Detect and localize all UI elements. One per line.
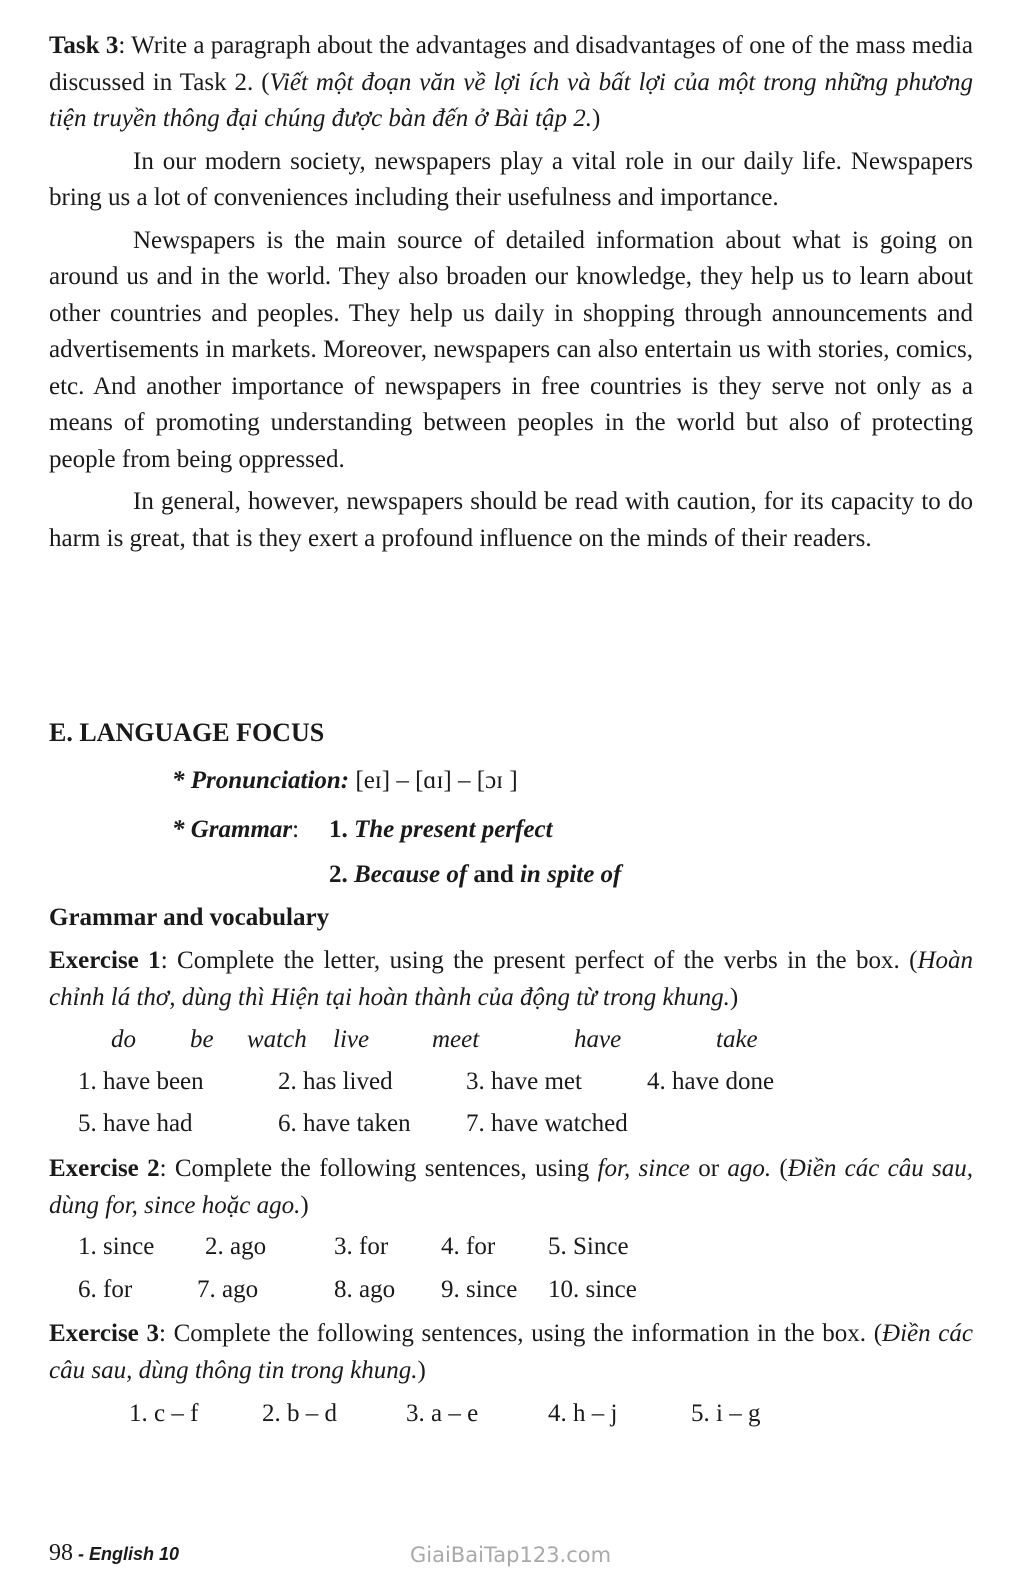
answer: 2. ago: [205, 1233, 267, 1260]
answer: 3. a – e: [406, 1400, 479, 1427]
answer: 6. for: [78, 1276, 133, 1303]
box-word: do: [111, 1026, 136, 1053]
exercise3-instruction: Exercise 3: Complete the following sentences, using the information in the box. (Điền các câu sau, dùng thông tin trong khung.): [49, 1320, 973, 1384]
box-word: take: [716, 1026, 758, 1053]
answer: 2. has lived: [278, 1068, 393, 1095]
paragraph: Newspapers is the main source of detailed information about what is going on around us and in the world. They also broaden our knowledge, they help us to learn about other countries and peoples. They help us daily in shopping through announcements and advertisements in markets. Moreover, newspapers can also entertain us with stories, comics, etc. And another importance of newspapers in free countries is they serve not only as a means of promoting understanding between peoples in the world but also of protecting people from being oppressed.: [49, 226, 973, 473]
page-number: 98: [49, 1540, 73, 1566]
paragraph: In general, however, newspapers should be read with caution, for its capacity to do harm is great, that is they exert a profound influence on the minds of their readers.: [49, 488, 973, 552]
exercise2-label: Exercise 2: [49, 1155, 160, 1182]
answer: 4. for: [441, 1233, 496, 1260]
grammar-line: * Grammar:: [172, 816, 300, 843]
answer: 7. have watched: [466, 1110, 628, 1137]
answer: 4. h – j: [548, 1400, 618, 1427]
box-word: be: [190, 1026, 214, 1053]
answer: 9. since: [441, 1276, 518, 1303]
watermark: GiaiBaiTap123.com: [410, 1543, 612, 1567]
grammar-item-2: 2. Because of and in spite of: [329, 861, 622, 888]
box-word: meet: [432, 1026, 480, 1053]
page-content: [49, 28, 973, 557]
answer: 1. have been: [78, 1068, 204, 1095]
answer: 4. have done: [647, 1068, 775, 1095]
box-word: live: [333, 1026, 370, 1053]
box-word: have: [574, 1026, 622, 1053]
task3-translation: Viết một đoạn văn về lợi ích và bất lợi của một trong những phương tiện truyền thông đại chúng được bàn đến ở Bài tập 2.: [49, 68, 974, 132]
exercise1-label: Exercise 1: [49, 947, 161, 974]
subheading: Grammar and vocabulary: [49, 904, 330, 931]
exercise2-instruction: Exercise 2: Complete the following sentences, using for, since or ago. (Điền các câu sau, dùng for, since hoặc ago.): [49, 1155, 973, 1219]
answer: 8. ago: [334, 1276, 396, 1303]
section-heading: E. LANGUAGE FOCUS: [49, 718, 325, 747]
answer: 3. for: [334, 1233, 389, 1260]
task3-instruction: Task 3: Write a paragraph about the advantages and disadvantages of one of the mass media discussed in Task 2. (Viết một đoạn văn về lợi ích và bất lợi của một trong những phương tiện truyền thông đại chúng được bàn đến ở Bài tập 2.): [49, 32, 974, 132]
box-word: watch: [247, 1026, 307, 1053]
answer: 5. i – g: [691, 1400, 761, 1427]
pronunciation-line: * Pronunciation: [eɪ] – [ɑɪ] – [ɔɪ ]: [172, 767, 518, 794]
answer: 2. b – d: [262, 1400, 337, 1427]
answer: 1. c – f: [129, 1400, 199, 1427]
answer: 5. Since: [548, 1233, 629, 1260]
answer: 5. have had: [78, 1110, 193, 1137]
exercise3-label: Exercise 3: [49, 1320, 159, 1347]
answer: 3. have met: [466, 1068, 582, 1095]
answer: 10. since: [548, 1276, 637, 1303]
answer: 6. have taken: [278, 1110, 411, 1137]
paragraph: In our modern society, newspapers play a vital role in our daily life. Newspapers bring us a lot of conveniences including their usefulness and importance.: [49, 147, 973, 211]
book-title: English 10: [89, 1544, 180, 1564]
answer: 1. since: [78, 1233, 155, 1260]
task3-label: Task 3: [49, 32, 119, 59]
page-footer: 98 - English 10: [49, 1540, 180, 1566]
exercise1-instruction: Exercise 1: Complete the letter, using the present perfect of the verbs in the box. (Hoàn chỉnh lá thơ, dùng thì Hiện tại hoàn thành của động từ trong khung.): [49, 947, 973, 1011]
answer: 7. ago: [197, 1276, 259, 1303]
grammar-item-1: 1. The present perfect: [329, 816, 553, 843]
